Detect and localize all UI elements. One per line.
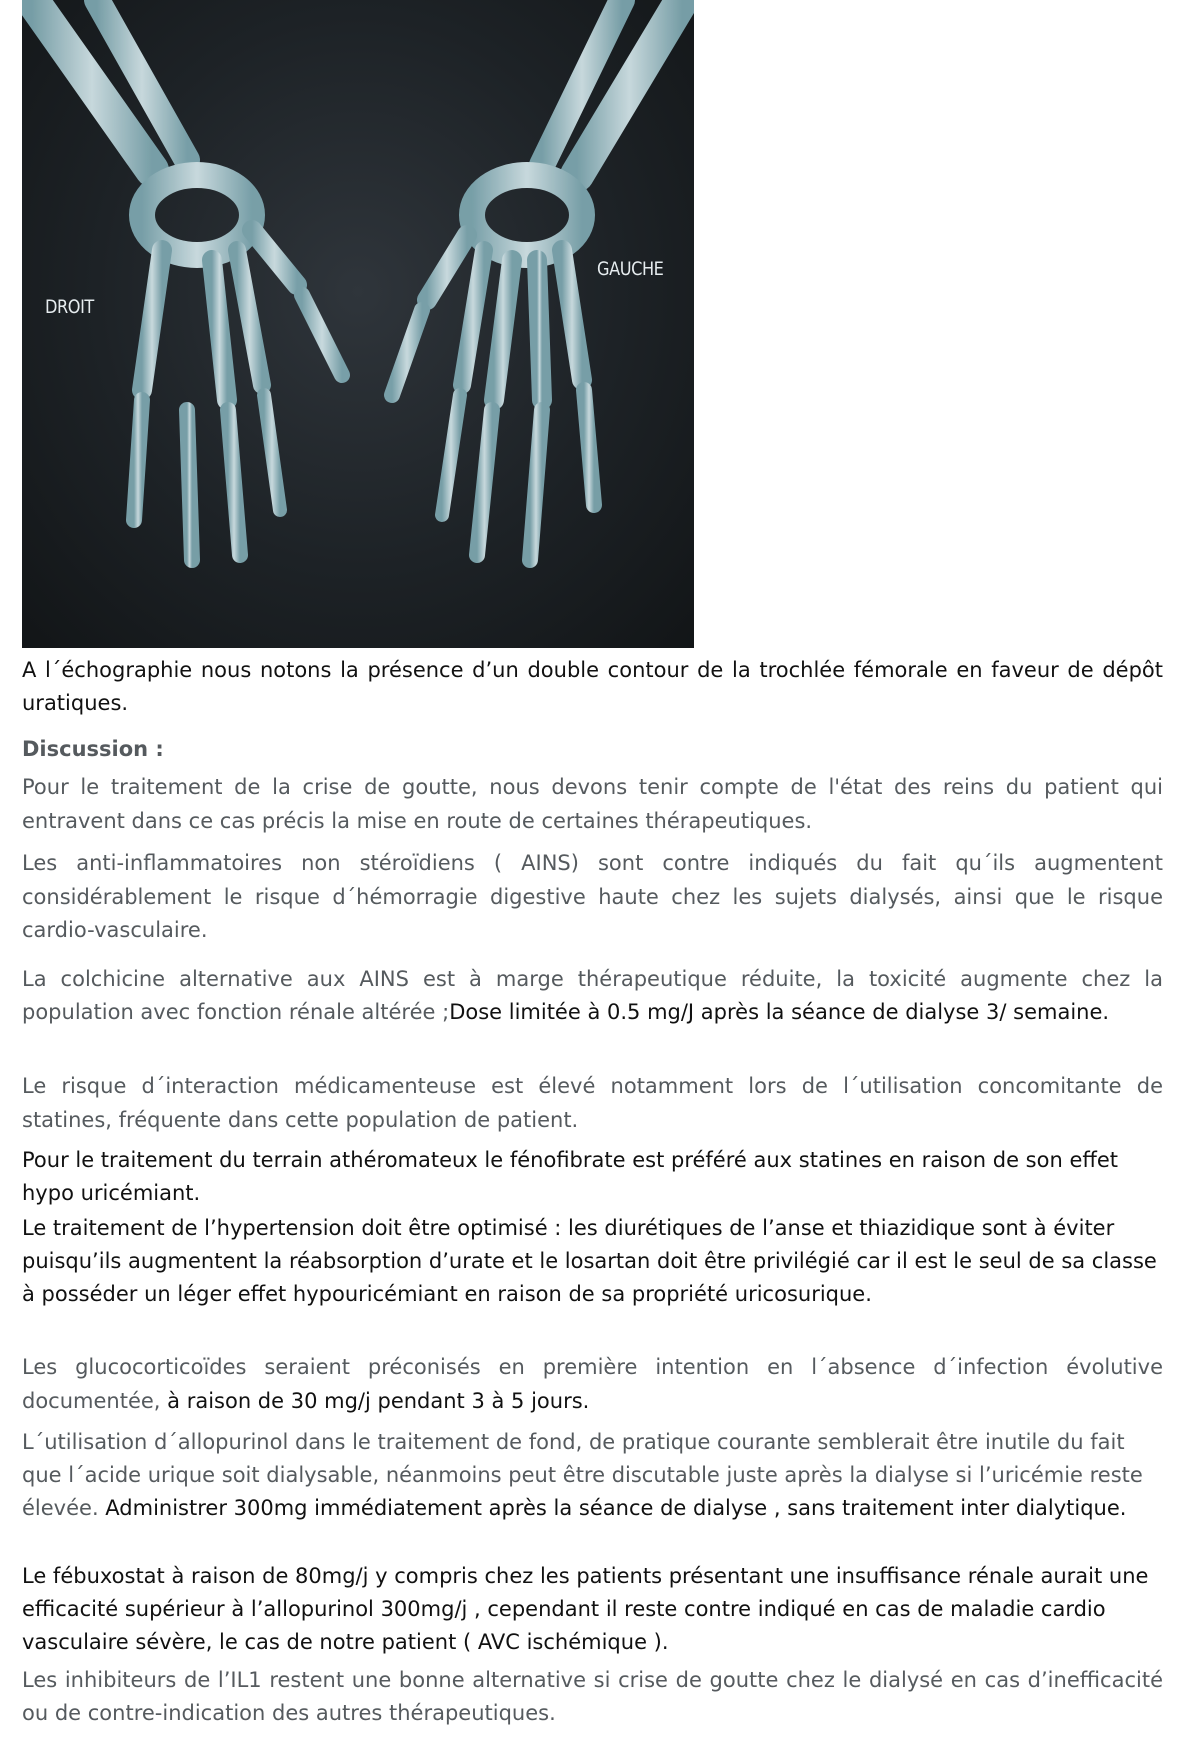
- hand-bones-drawing: [22, 0, 694, 648]
- colchicine-dose: Dose limitée à 0.5 mg/J après la séance de dialyse 3/ semaine.: [449, 1000, 1110, 1024]
- paragraph-glucocorticoides: [22, 1351, 1163, 1418]
- hand-xray-image: [22, 0, 694, 648]
- discussion-heading: Discussion :: [22, 737, 164, 761]
- paragraph-echographie: A l´échographie nous notons la présence d’un double contour de la trochlée fémorale en faveur de dépôt uratiques.: [22, 658, 1163, 715]
- paragraph-crise-goutte: Pour le traitement de la crise de goutte, nous devons tenir compte de l'état des reins du patient qui entravent dans ce cas précis la mise en route de certaines thérapeutiques.: [22, 775, 1163, 833]
- paragraph-hypertension: Le traitement de l’hypertension doit être optimisé : les diurétiques de l’anse et thiazidique sont à éviter puisqu’ils augmentent la réabsorption d’urate et le losartan doit être privilégié car il est le seul de sa classe à posséder un léger effet hypouricémiant en raison de sa propriété uricosurique.: [22, 1216, 1157, 1306]
- xray-label-left: GAUCHE: [597, 258, 664, 280]
- paragraph-colchicine: [22, 963, 1163, 1029]
- colchicine-text: La colchicine alternative aux AINS est à marge thérapeutique réduite, la toxicité augmente chez la population avec fonction rénale altérée ;: [22, 967, 1163, 1024]
- paragraph-interaction: Le risque d´interaction médicamenteuse est élevé notamment lors de l´utilisation concomitante de statines, fréquente dans cette population de patient.: [22, 1074, 1163, 1132]
- paragraph-febuxostat: Le fébuxostat à raison de 80mg/j y compris chez les patients présentant une insuffisance rénale aurait une efficacité supérieur à l’allopurinol 300mg/j , cependant il reste contre indiqué en cas de maladie cardio vasculaire sévère, le cas de notre patient ( AVC ischémique ).: [22, 1564, 1149, 1654]
- paragraph-allopurinol: [22, 1426, 1163, 1525]
- paragraph-fenofibrate: Pour le traitement du terrain athéromateux le fénofibrate est préféré aux statines en raison de son effet hypo uricémiant.: [22, 1148, 1118, 1205]
- paragraph-ains: Les anti-inflammatoires non stéroïdiens ( AINS) sont contre indiqués du fait qu´ils augmentent considérablement le risque d´hémorragie digestive haute chez les sujets dialysés, ainsi que le risque cardio-vasculaire.: [22, 851, 1163, 943]
- glucocorticoides-text: Les glucocorticoïdes seraient préconisés en première intention en l´absence d´infection évolutive documentée,: [22, 1355, 1163, 1413]
- allopurinol-dose: Administrer 300mg immédiatement après la séance de dialyse , sans traitement inter dialytique.: [98, 1496, 1127, 1520]
- paragraph-il1: Les inhibiteurs de l’IL1 restent une bonne alternative si crise de goutte chez le dialysé en cas d’inefficacité ou de contre-indication des autres thérapeutiques.: [22, 1668, 1163, 1725]
- glucocorticoides-dose: à raison de 30 mg/j pendant 3 à 5 jours.: [160, 1388, 590, 1413]
- xray-label-right: DROIT: [45, 296, 94, 318]
- allopurinol-text: L´utilisation d´allopurinol dans le traitement de fond, de pratique courante semblerait être inutile du fait que l´acide urique soit dialysable, néanmoins peut être discutable juste après la dialyse si l’uricémie reste élevée.: [22, 1430, 1143, 1520]
